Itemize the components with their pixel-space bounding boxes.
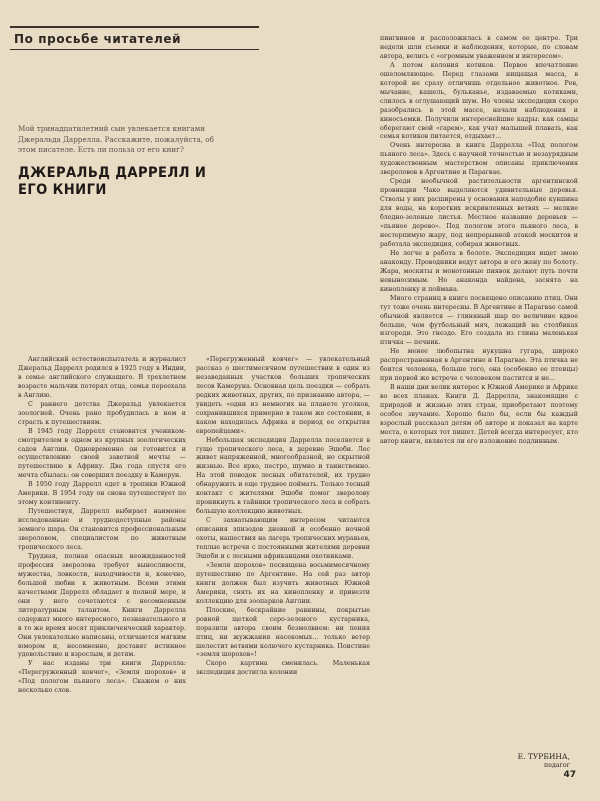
- author-role: педагог: [544, 762, 570, 769]
- paragraph: В 1945 году Даррелл становится учеником-смотрителем в одном из крупных зоологических садов Англии. Одновременно он готовится и осуществлению своей заветной мечты — путешествию в Африку. Два года спустя его мечта сбылась: он совершил поездку в Камерун.: [18, 427, 186, 480]
- paragraph: Небольшая экспедиция Даррелла поселяется в гуще тропического леса, в деревне Эшоби. Лес живет напряженной, многообразной, но скрытной жизнью. Все ярко, пестро, шумно и таинственно. На этой поводок лесных обитателей, их трудно обнаружить и еще труднее поймать. Только тесный контакт с жителями Эшоби помог зверолову проникнуть в тайники тропического леса и собрать большую коллекцию животных.: [196, 436, 370, 516]
- author-name: Е. ТУРБИНА,: [517, 752, 570, 761]
- paragraph: «Перегруженный ковчег» — увлекательный рассказ о шестимесячном путешествии в один из незаведанных участков больших тропических лесов Камеруна. Основная цель поездки — собрать редких животных, других, по признанию автора, — увидеть «одни из немногих на планете уголков, сохранившихся примерно в таком же состоянии, в каком находилась Африка в период ее открытия европейцами».: [196, 356, 370, 435]
- article-column-2: [196, 356, 370, 781]
- author-signature: [380, 752, 570, 770]
- paragraph: Среди необычной растительности аргентинской провинции Чако выделяются удивительные деревья. Стволы у них расширены у основания наподобие кувшина для воды, на коротких искривленных ветвях — мелкие бледно-зеленые листья. Местное название деревьев — «пьяное дерево». Под пологом этого пьяного леса, в нестерпимую жару, под непрерывной атакой москитов и работала экспедиция, собирая животных.: [380, 178, 578, 248]
- paragraph: У нас изданы три книги Даррелла: «Перегруженный ковчег», «Земля шорохов» и «Под пологом пьяного леса». Скажем о них несколько слов.: [18, 660, 186, 695]
- paragraph: Очень интересна и книга Даррелла «Под пологом пьяного леса». Здесь с научной точностью и незаурядным художественным мастерством описаны приключения звероловов в Аргентине и Парагвае.: [380, 142, 578, 177]
- reader-letter: Мой тринадцатилетний сын увлекается книгами Джеральда Даррелла. Расскажите, пожалуйста, об этом писателе. Есть ли польза от его книг?: [18, 124, 214, 155]
- paragraph: Трудная, полная опасных неожиданностей профессия зверолова требует выносливости, мужества, ловкости, находчивости и, конечно, большой любви к животным. Всеми этими качествами Даррелл обладает в полной мере, и они у него сочетаются с несомненным литературным талантом. Книги Даррелла содержат много интересного, познавательного и в то же время носят приключенческий характер. Они увлекательно написаны, отличаются мягким юмором и, несомненно, доставят истинное удовольствие и взрослым, и детям.: [18, 552, 186, 659]
- paragraph: Много страниц в книге посвящено описанию птиц. Они тут тоже очень интересны. В Аргентине и Парагвае самой обычной является — глиняный шар по величине вдвое больше, чем футбольный мяч, лежащий на столбиках изгороди. Это гнездо. Его создала из глины маленькая птичка — печник.: [380, 294, 578, 347]
- paragraph: Не легче в работа в болоте. Экспедиция ищет змею анаконду. Проводники ведут автора и его жену по болоту. Жара, москиты и монотонные пиявок делают путь почти невыносимым. Но анаконда найдена, заснята на кинопленку и поймана.: [380, 249, 578, 293]
- paragraph: пингвинов и расположилась в самом ее центре. Три недели шли съемки и наблюдения, которые, по словам автора, велись с «огромным уважением и интересом».: [380, 35, 578, 60]
- paragraph: Английский естествоиспытатель и журналист Джеральд Даррелл родился в 1925 году в Индии, в семье английского служащего. В трехлетнем возрасте мальчик потерял отца, семья переехала в Англию.: [18, 356, 186, 399]
- section-rubric: По просьбе читателей: [10, 26, 259, 50]
- paragraph: Путешествуя, Даррелл выбирает наименее исследованные и труднодоступные районы земного шара. Он становится профессиональным звероловом, специалистом по животным тропического леса.: [18, 508, 186, 552]
- article-title: ДЖЕРАЛЬД ДАРРЕЛЛ И ЕГО КНИГИ: [18, 164, 207, 198]
- paragraph: «Земля шорохов» посвящена восьмимесячному путешествию по Аргентине. На сей раз автор книги должен был изучить животных Южной Америки, снять их на кинопленку и привезти коллекцию для зоопарков Англии.: [196, 561, 370, 605]
- paragraph: Скоро картина сменилась. Маленькая экспедиция достигла колонии: [196, 660, 370, 677]
- article-column-1: [18, 356, 186, 781]
- paragraph: Плоские, бескрайние равнины, покрытые ровной щеткой серо-зеленого кустарника, поразили автора своим безмолвием: ни пения птиц, ни жужжания насекомых... только ветер шелестит ветвями колючего кустарника. Поистине «земля шорохов»!: [196, 606, 370, 659]
- page-number: 47: [563, 770, 576, 780]
- paragraph: А потом колония котиков. Первое впечатление ошеломляющее. Перед глазами нищащая масса, в которой не сразу отличишь отдельное животное. Рев, мычание, кашель, бульканье, издаваемые котиками, слилось в оглушающий шум. Но члены экспедиции скоро разобрались в этой массе, начали наблюдения и киносъемки. Получили интереснейшие кадры: как самцы оберегают свой «гарем», как учат малышей плавать, как семья котиков питается, отдыхает...: [380, 61, 578, 141]
- paragraph: В наши дни велик интерес к Южной Америке и Африке во всех планах. Книги Д. Даррелла, знакомящие с природой и жизнью этих стран, приобретают поэтому особое звучание. Хорошо было бы, если бы каждый взрослый рассказал детям об авторе и показал на карте места, о которых тот пишет. Детей всегда интересует, кто автор книги, является ли его изложение подлинным.: [380, 384, 578, 445]
- paragraph: В 1950 году Даррелл едет в тропики Южной Америки. В 1954 году он снова путешествует по этому континенту.: [18, 481, 186, 507]
- paragraph: Не менее любопытна нукушна гугарa, широко распространенная в Аргентине и Парагвае. Эта птичка не боится человека, больше того, она (особенно ее птенцы) при первой же встрече с человеком пастится и не...: [380, 348, 578, 383]
- paragraph: С раннего детства Джеральд увлекается зоологией. Очень рано пробудилась в нем и страсть к путешествиям.: [18, 400, 186, 426]
- paragraph: С захватывающим интересом читаются описания эпизодов дневной и особенно ночной охоты, нашествия на лагерь тропических муравьев, теплые встречи с постоянными жителями деревни Эшоби и с лесными африканцами охотниками.: [196, 517, 370, 560]
- article-column-3: [380, 35, 578, 775]
